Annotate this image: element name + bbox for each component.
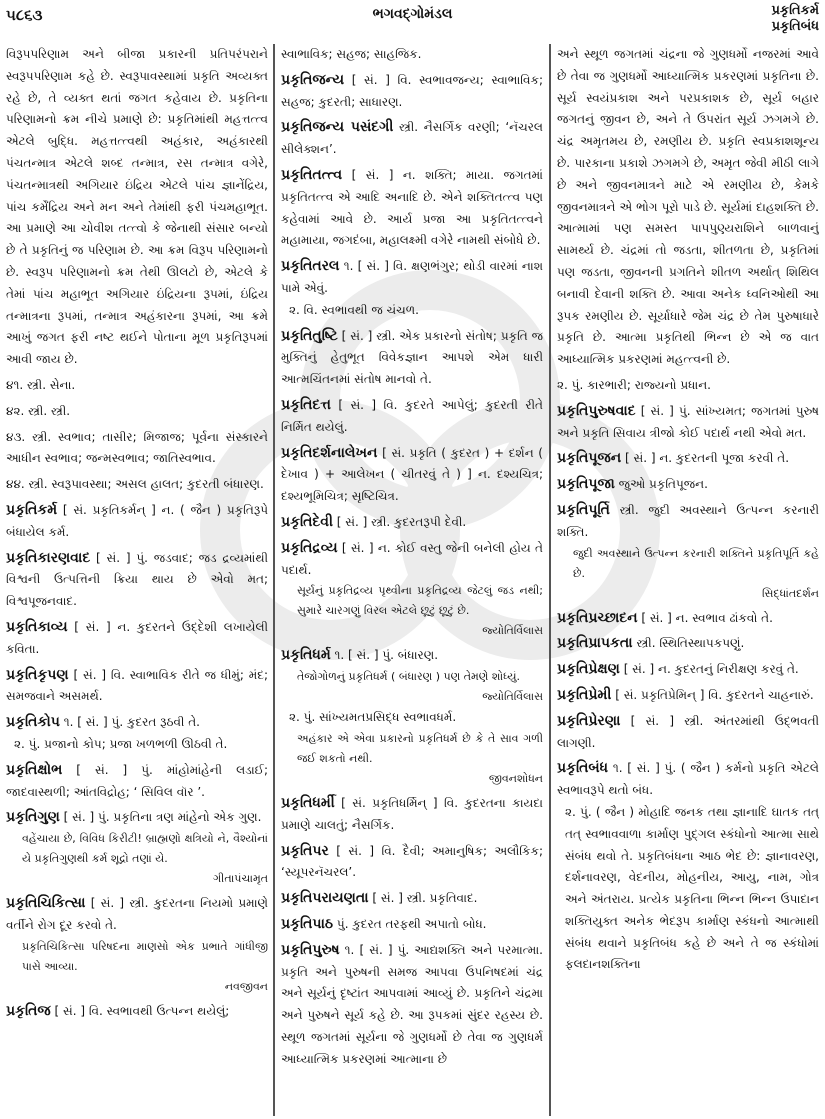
dictionary-entry (6, 548, 268, 613)
entry-definition (6, 375, 268, 397)
entry-definition (281, 512, 543, 534)
entry-definition (281, 326, 543, 391)
dictionary-entry (6, 375, 268, 397)
quotation-source: સિદ્ધાંતદર્શન (762, 586, 819, 600)
entry-definition (281, 645, 543, 667)
dictionary-entry (281, 888, 543, 910)
entry-text: [ સં. ] સ્ત્રી. કુદરતના નિયમો પ્રમાણે વર્તીને રોગ દૂર કરવો તે. (6, 896, 268, 932)
dictionary-entry (6, 712, 268, 756)
entry-headword: પ્રકૃતિદેવી (281, 513, 333, 530)
entry-text: [ સં. ] ન. કુદરતને ઉદ્દેશી લખાયેલી કવિતા. (6, 619, 268, 656)
entry-headword: પ્રકૃતિજ (6, 1002, 51, 1019)
dictionary-entry (281, 117, 543, 161)
quotation-source: ગીતાપંચામૃત (213, 872, 268, 886)
dictionary-entry (6, 474, 268, 496)
dictionary-entry (281, 940, 543, 1071)
entry-headword: પ્રકૃતિગુણ (6, 809, 60, 826)
entry-text: ૪૨. સ્ત્રી. સ્ત્રી. (6, 403, 71, 418)
entry-text: [ સં. ] પું. સાંખ્યમત; જગતમાં પુરુષ અને પ્રકૃતિ સિવાય ત્રીજો કોઈ પદાર્થ નથી એવો મત. (557, 403, 819, 440)
entry-headword: પ્રકૃતિદર્શનાલેખન (281, 444, 378, 461)
entry-subsense: ૨. વિ. સ્વભાવથી જ ચંચળ. (289, 302, 419, 317)
quotation-text: પ્રકૃતિચિકિત્સા પરિષદના માણસો એક પ્રભાતે ગાંધીજી પાસે આવ્યા. (22, 939, 268, 973)
dictionary-entry (6, 44, 268, 371)
dictionary-entry (281, 914, 543, 936)
dictionary-entry (281, 841, 543, 885)
column-1 (6, 44, 273, 1116)
quotation-text: જુદી અવસ્થાને ઉત્પન્ન કરનારી શક્તિને પ્રકૃતિપૂર્તિ કહે છે. (573, 546, 819, 580)
entry-text: [ સં. ] વિ. સ્વભાવથી ઉત્પન્ન થયેલું; (50, 1003, 230, 1018)
entry-headword: પ્રકૃતિજન્ય પસંદગી (281, 119, 394, 136)
entry-text: [ સં. ] વિ. સ્વાભાવિક રીતે જ ધીમું; મંદ; સમજવાને અસમર્થ. (6, 667, 268, 704)
quotation-text: અહંકાર એ એવા પ્રકારનો પ્રકૃતિધર્મ છે કે તે સાવ ગળી જઈ શકતો નથી. (297, 731, 543, 765)
entry-quotation (6, 829, 268, 889)
entry-definition (6, 427, 268, 471)
entry-headword: પ્રકૃતિપ્રેમી (557, 686, 612, 703)
entry-subsense: ૨. પું. પ્રજાનો કોપ; પ્રજા ખળભળી ઊઠવી તે. (14, 736, 228, 751)
entry-headword: પ્રકૃતિપરાયણતા (281, 890, 369, 907)
entry-definition (557, 474, 819, 496)
entry-definition (6, 760, 268, 804)
entry-text: [ સં. પ્રકૃતિ ( કુદરત ) + દર્શન ( દેખાવ ) + આલેખન ( ચીતરવું તે ) ] ન. દશ્યચિત્ર; દશ્યભૂમિચિત્ર; સૃષ્ટિચિત્ર. (281, 445, 543, 504)
entry-definition (557, 758, 819, 802)
entry-text: [ સં. ] ન. કોઈ વસ્તુ જેની બનેલી હોય તે પદાર્થ. (281, 540, 543, 577)
entry-definition (557, 633, 819, 655)
dictionary-entry (281, 70, 543, 114)
entry-definition (557, 375, 819, 397)
entry-subsense: ૨. પું. સાંખ્યમતપ્રસિદ્ધ સ્વભાવધર્મ. (289, 710, 457, 725)
entry-headword: પ્રકૃતિચિકિત્સા (6, 895, 86, 912)
quotation-source: જીવનશોધન (488, 771, 543, 785)
guide-word-last: પ્રકૃતિબંધ (771, 19, 819, 34)
entry-text: [ સં. પ્રકૃતિધર્મિન્ ] વિ. કુદરતના કાયદા પ્રમાણે ચાલતું; નૈસર્ગિક. (281, 795, 543, 832)
dictionary-entry (557, 608, 819, 630)
entry-definition (6, 712, 268, 734)
entry-definition (281, 44, 543, 66)
entry-definition (6, 665, 268, 709)
entry-text: સ્ત્રી. જુદી અવસ્થાને ઉત્પન્ન કરનારી શક્તિ. (557, 502, 819, 539)
entry-headword: પ્રકૃતિધર્મ (281, 647, 331, 664)
entry-headword: પ્રકૃતિપુરુષવાદ (557, 402, 636, 419)
dictionary-entry (557, 375, 819, 397)
entry-headword: પ્રકૃતિતત્ત્વ (281, 166, 343, 183)
entry-headword: પ્રકૃતિકાવ્ય (6, 618, 68, 635)
entry-definition (281, 117, 543, 161)
entry-text: [ સં. ] ન. શક્તિ; માયા. જગતમાં પ્રકૃતિતત્ત્વ એ આદિ અનાદિ છે. એને શક્તિતત્ત્વ પણ કહેવામાં આવે છે. આર્ય પ્રજા આ પ્રકૃતિતત્ત્વને મહામાયા, જગદંબા, મહાલક્ષ્મી વગેરે નામથી સંબોધે છે. (281, 167, 543, 248)
entry-quotation (6, 937, 268, 997)
quotation-source: જ્યોતિર્વિલાસ (482, 624, 543, 638)
entry-text: સ્વાભાવિક; સહજ; સાહજિક. (281, 47, 422, 61)
entry-headword: પ્રકૃતિતુષ્ટિ (281, 327, 338, 344)
entry-quotation (281, 729, 543, 789)
entry-text: [ સં. ] સ્ત્રી. કુદરતરૂપી દેવી. (332, 514, 467, 529)
quotation-text: વહેંચાયા છે, વિવિધ કિરીટી! બ્રાહ્મણો ક્ષત્રિયો ને, વૈશ્યોનાં યે પ્રકૃતિગુણથી કર્મ શૂદ્રો તણાં યે. (22, 832, 268, 866)
dictionary-entry (557, 500, 819, 604)
entry-text: ૧. [ સં. ] પું. કુદરત રૂઠવી તે. (59, 715, 200, 730)
entry-text: [ સં. ] વિ. કુદરતે આપેલું; કુદરતી રીતે નિર્મિત થયેલું. (281, 397, 543, 434)
entry-headword: પ્રકૃતિકૃપણ (6, 666, 69, 683)
dictionary-entry (281, 44, 543, 66)
entry-text: ૧. [ સં. ] પું. આદ્યશક્તિ અને પરમાત્મા. પ્રકૃતિ અને પુરુષની સમજ આપવા ઉપનિષદમાં ચંદ્ર અને સૂર્યનું દૃષ્ટાંત આપવામાં આવ્યું છે. પ્રકૃતિને ચંદ્રમા અને પુરુષને સૂર્ય કહે છે. આ રૂપકમાં સુંદર રહસ્ય છે. સ્થૂળ જગતમાં સૂર્યના જે ગુણધર્મો છે તેવા જ ગુણધર્મ આધ્યાત્મિક પ્રકરણમાં આત્માના છે (281, 942, 543, 1066)
guide-words (771, 3, 819, 35)
entry-headword: પ્રકૃતિપૂજા (557, 476, 615, 493)
entry-definition (557, 608, 819, 630)
entry-headword: પ્રકૃતિદત્ત (281, 396, 331, 413)
entry-headword: પ્રકૃતિપાઠ (281, 915, 334, 932)
dictionary-entry (6, 401, 268, 423)
entry-headword: પ્રકૃતિપૂજન (557, 450, 622, 467)
column-2 (273, 44, 549, 1116)
entry-text: ૧. [ સં. ] પું. ( જૈન ) કર્મનો પ્રકૃતિ એટલે સ્વભાવરૂપે થતો બંધ. (557, 761, 819, 798)
entry-definition (281, 256, 543, 300)
entry-headword: પ્રકૃતિપૂર્તિ (557, 501, 610, 518)
entry-text: [ સં. ] વિ. દૈવી; અમાનુષિક; અલૌકિક; ‘સ્યૂપરનૅચરલ’. (281, 843, 543, 880)
entry-headword: પ્રકૃતિધર્મી (281, 794, 335, 811)
entry-headword: પ્રકૃતિકોપ (6, 714, 60, 731)
entry-headword: પ્રકૃતિજન્ય (281, 71, 345, 88)
entry-definition (6, 893, 268, 937)
dictionary-entry (557, 711, 819, 755)
entry-quotation (281, 667, 543, 707)
dictionary-entry (6, 427, 268, 471)
entry-text: ૧. [ સં. ] પું. બંધારણ. (330, 648, 439, 663)
entry-text: [ સં. ] ન. કુદરતની પૂજા કરવી તે. (621, 451, 790, 466)
quotation-source: નવજીવન (224, 979, 268, 993)
dictionary-entry (281, 395, 543, 439)
dictionary-entry (6, 617, 268, 661)
dictionary-entry (557, 633, 819, 655)
dictionary-entry (281, 256, 543, 321)
entry-headword: પ્રકૃતિક્ષોભ (6, 761, 63, 778)
quotation-text: તેજોગોળનું પ્રકૃતિધર્મ ( બંધારણ ) પણ તેમણે શોધ્યું. (297, 670, 520, 684)
dictionary-entry (557, 44, 819, 371)
quotation-source: જ્યોતિર્વિલાસ (482, 690, 543, 704)
entry-subsense: ૨. પું. ( જૈન ) મોહાદિ જનક તથા જ્ઞાનાદિ ઘાતક તત્ તત્ સ્વભાવવાળા કાર્માણ પુદ્ગલ સ્કંધોનો આત્મા સાથે સંબંધ થવો તે. પ્રકૃતિબંધના આઠ ભેદ છે: જ્ઞાનાવરણ, દર્શનાવરણ, વેદનીય, મોહનીય, આયુ, નામ, ગોત્ર અને અંતરાય. પ્રત્યેક પ્રકૃતિના ભિન્ન ભિન્ન ઉપાદાન શક્તિયુક્ત અનેક ભેદરૂપ કાર્માણ સ્કંધનો આત્માથી સંબંધ થવાને પ્રકૃતિબંધ કહે છે અને તે જ સ્કંધોમાં ફલદાનશક્તિના (565, 804, 819, 972)
entry-headword: પ્રકૃતિપ્રેક્ષણ (557, 661, 620, 678)
entry-definition (557, 44, 819, 371)
entry-definition (281, 70, 543, 114)
entry-definition (281, 888, 543, 910)
dictionary-entry (6, 1001, 268, 1023)
entry-text: [ સં. ] વિ. સ્વભાવજન્ય; સ્વાભાવિક; સહજ; કુદરતી; સાધારણ. (281, 72, 543, 109)
entry-definition (6, 1001, 268, 1023)
entry-text: [ સં. ] ન. કુદરતનું નિરીક્ષણ કરવું તે. (619, 662, 799, 677)
entry-text: ૪૪. સ્ત્રી. સ્વરૂપાવસ્થા; અસલ હાલત; કુદરતી બંધારણ. (6, 477, 264, 492)
entry-definition (281, 395, 543, 439)
entry-definition (557, 401, 819, 445)
dictionary-entry (281, 538, 543, 642)
entry-text: [ સં. ] સ્ત્રી. પ્રકૃતિવાદ. (368, 891, 478, 906)
entry-text: સ્ત્રી. સ્થિતિસ્થાપકપણું. (632, 636, 745, 651)
entry-headword: પ્રકૃતિબંધ (557, 760, 609, 777)
entry-headword: પ્રકૃતિપર (281, 842, 329, 859)
entry-definition (557, 659, 819, 681)
entry-definition (557, 500, 819, 544)
entry-text: પું. કુદરત તરફથી અપાતો બોધ. (333, 916, 487, 931)
dictionary-entry (557, 758, 819, 976)
entry-headword: પ્રકૃતિપ્રાપકતા (557, 635, 633, 652)
book-title: ભગવદ્ગોમંડલ (372, 6, 453, 22)
dictionary-entry (6, 893, 268, 997)
entry-headword: પ્રકૃતિદ્રવ્ય (281, 539, 338, 556)
entry-definition (557, 685, 819, 707)
entry-headword: પ્રકૃતિપ્રચ્છાદન (557, 609, 638, 626)
entry-text: [ સં. પ્રકૃતિપ્રેમિન્ ] વિ. કુદરતને ચાહનારું. (611, 687, 814, 702)
entry-definition (281, 165, 543, 252)
entry-definition (557, 448, 819, 470)
dictionary-entry (281, 326, 543, 391)
entry-text: [ સં. ] ન. સ્વભાવ ઢાંકવો તે. (637, 610, 773, 625)
entry-definition (6, 548, 268, 613)
dictionary-entry (557, 685, 819, 707)
entry-definition (281, 793, 543, 837)
entry-quotation (281, 581, 543, 641)
entry-text: [ સં. ] સ્ત્રી. એક પ્રકારનો સંતોષ; પ્રકૃતિ જ મુક્તિનું હેતુભૂત વિવેકજ્ઞાન આપશે એમ ધારી આત્મચિંતનમાં સંતોષ માનવો તે. (281, 328, 543, 387)
entry-text: [ સં. ] પું. જડવાદ; જડ દ્રવ્યમાંથી વિશ્વની ઉત્પત્તિની ક્રિયા થાય છે એવો મત; વિશ્વપૂજનવાદ. (6, 550, 268, 609)
entry-text: [ સં. પ્રકૃતિકર્મન્ ] ન. ( જૈન ) પ્રકૃતિરૂપે બંધાયેલ કર્મ. (6, 502, 268, 539)
entry-definition (281, 914, 543, 936)
entry-text: ૪૩. સ્ત્રી. સ્વભાવ; તાસીર; મિજાજ; પૂર્વના સંસ્કારને આધીન સ્વભાવ; જન્મસ્વભાવ; જાતિસ્વભાવ. (6, 429, 268, 466)
entry-definition (6, 474, 268, 496)
entry-headword: પ્રકૃતિપ્રેરણા (557, 712, 621, 729)
entry-text: જુઓ પ્રકૃતિપૂજન. (614, 477, 708, 492)
dictionary-entry (281, 512, 543, 534)
dictionary-columns (6, 44, 821, 1116)
dictionary-entry (281, 793, 543, 837)
entry-text: [ સં. ] સ્ત્રી. અંતરમાંથી ઉદ્ભવતી લાગણી. (557, 713, 819, 750)
dictionary-entry (557, 474, 819, 496)
dictionary-entry (6, 807, 268, 889)
dictionary-entry (6, 665, 268, 709)
entry-text: અને સ્થૂળ જગતમાં ચંદ્રના જે ગુણધર્મો નજરમાં આવે છે તેવા જ ગુણધર્મો આધ્યાત્મિક પ્રકરણમાં પ્રકૃતિના છે. સૂર્ય સ્વયંપ્રકાશ અને પરપ્રકાશક છે, સૂર્ય બહાર જગતનું જીવન છે, અને તે ઉપરાંત સૂર્ય ઝગમગે છે. ચંદ્ર અમૃતમય છે, રમણીય છે. પ્રકૃતિ સ્વપ્રકાશશૂન્ય છે. પારકાના પ્રકાશે ઝગમગે છે, અમૃત જેવી મીઠી લાગે છે અને જીવનમાત્રને માટે એ રમણીય છે, કેમકે જીવનમાત્રને એ ભોગ પૂરો પાડે છે. સૂર્યમાં દાહશક્તિ છે. આત્મામાં પણ સમસ્ત પાપપુણ્યરાશિને બાળવાનું સામર્થ્ય છે. ચંદ્રમાં તો જડતા, શીતળતા છે, પ્રકૃતિમાં પણ જડતા, જીવનની પ્રગતિને શીતળ અર્થાત્ શિથિલ બનાવી દેવાની શક્તિ છે. આવા અનેક ધ્વનિઓથી આ રૂપક રમણીય છે. સૂર્યાધારે જેમ ચંદ્ર છે તેમ પુરુષાધારે પ્રકૃતિ છે. આત્મા પ્રકૃતિથી ભિન્ન છે એ જ વાત આધ્યાત્મિક પ્રકરણમાં મહત્ત્વની છે. (557, 47, 819, 367)
entry-headword: પ્રકૃતિકર્મ (6, 501, 58, 518)
entry-definition (281, 940, 543, 1071)
page-header (0, 0, 825, 40)
entry-text: વિરૂપપરિણામ અને બીજા પ્રકારની પ્રતિપરંપરાને સ્વરૂપપરિણામ કહે છે. સ્વરૂપાવસ્થામાં પ્રકૃતિ અવ્યક્ત રહે છે, તે વ્યક્ત થતાં જગત કહેવાય છે. પ્રકૃતિના પરિણામનો ક્રમ નીચે પ્રમાણે છે: પ્રકૃતિમાંથી મહત્તત્ત્વ એટલે બુદ્ધિ. મહત્તત્ત્વથી અહંકાર, અહંકારથી પંચતન્માત્ર એટલે શબ્દ તન્માત્ર, રસ તન્માત્ર વગેરે, પંચતન્માત્રથી અગિયાર ઇંદ્રિય એટલે પાંચ જ્ઞાનેંદ્રિય, પાંચ કર્મેંદ્રિય અને મન અને તેમાંથી ફરી પંચમહાભૂત. આ પ્રમાણે આ ચોવીશ તત્ત્વો કે જેનાથી સંસાર બન્યો છે તે પ્રકૃતિનું જ પરિણામ છે. આ ક્રમ વિરૂપ પરિણામનો છે. સ્વરૂપ પરિણામનો ક્રમ તેથી ઊલટો છે, એટલે કે તેમાં પાંચ મહાભૂત અગિયાર ઇંદ્રિયના રૂપમાં, ઇંદ્રિય તન્માત્રના રૂપમાં, તન્માત્ર અહંકારના રૂપમાં, આ ક્રમે આખું જગત ફરી નષ્ટ થઈને પોતાના મૂળ પ્રકૃતિરૂપમાં આવી જાય છે. (6, 47, 268, 367)
entry-headword: પ્રકૃતિકારણવાદ (6, 549, 91, 566)
entry-quotation (557, 544, 819, 604)
entry-definition (6, 401, 268, 423)
dictionary-entry (557, 659, 819, 681)
entry-headword: પ્રકૃતિપુરુષ (281, 941, 340, 958)
entry-definition (6, 44, 268, 371)
entry-text: ૪૧. સ્ત્રી. સેના. (6, 377, 76, 392)
entry-text: ૧. [ સં. ] વિ. ક્ષણભંગુર; થોડી વારમાં નાશ પામે એવું. (281, 259, 543, 295)
entry-definition (6, 617, 268, 661)
dictionary-entry (281, 645, 543, 789)
dictionary-entry (6, 500, 268, 544)
column-3 (549, 44, 819, 1116)
dictionary-entry (557, 448, 819, 470)
entry-definition (6, 807, 268, 829)
dictionary-entry (6, 760, 268, 804)
dictionary-entry (557, 401, 819, 445)
dictionary-entry (281, 443, 543, 508)
entry-headword: પ્રકૃતિતરલ (281, 258, 340, 275)
entry-text: [ સં. ] પું. માંહોમાંહેની લડાઈ; જાદવાસ્થળી; આંતવિદ્રોહ; ‘ સિવિલ વૉર ’. (6, 762, 268, 799)
page-number: ૫૮૬૩ (6, 6, 43, 24)
entry-text: ૨. પું. કારભારી; રાજ્યનો પ્રધાન. (557, 377, 711, 392)
entry-definition (557, 711, 819, 755)
entry-text: સ્ત્રી. નૈસર્ગિક વરણી; ‘નૅચરલ સીલેક્શન’. (281, 120, 543, 157)
entry-definition (281, 443, 543, 508)
guide-word-first: પ્રકૃતિકર્મ (771, 3, 819, 18)
dictionary-entry (281, 165, 543, 252)
entry-text: [ સં. ] પું. પ્રકૃતિના ત્રણ માંહેનો એક ગુણ. (59, 810, 262, 825)
entry-definition (281, 538, 543, 582)
entry-definition (281, 841, 543, 885)
quotation-text: સૂર્યનું પ્રકૃતિદ્રવ્ય પૃથ્વીના પ્રકૃતિદ્રવ્ય જેટલું જડ નથી; સુમારે ચારગણું વિરલ એટલે છૂટું છૂટું છે. (297, 584, 543, 618)
entry-definition (6, 500, 268, 544)
